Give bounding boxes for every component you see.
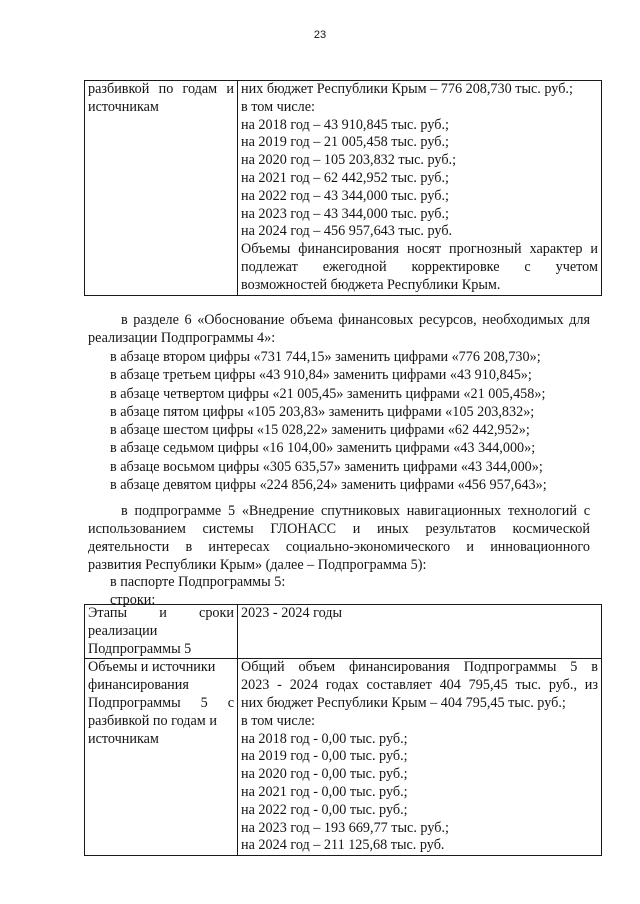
- table-row: [85, 659, 602, 856]
- amendment-item: в абзаце седьмом цифры «16 104,00» заменить цифрами «43 344,000»;: [110, 440, 536, 457]
- cell-line: Подпрограммы 5 с: [88, 694, 234, 711]
- note-line: Объемы финансирования носят прогнозный характер и: [241, 241, 598, 258]
- paragraph-line: использованием системы ГЛОНАСС и иных результатов космической: [88, 521, 590, 537]
- year-amount: на 2023 год – 43 344,000 тыс. руб.;: [241, 205, 449, 222]
- paragraph-line: в разделе 6 «Обоснование объема финансовых ресурсов, необходимых для: [121, 312, 590, 328]
- year-amount: на 2024 год – 211 125,68 тыс. руб.: [241, 837, 445, 854]
- cell-line: них бюджет Республики Крым – 776 208,730 тыс. руб.;: [241, 81, 573, 97]
- cell-line: Этапы и сроки: [88, 605, 234, 621]
- table-cell-value: [238, 605, 602, 659]
- year-amount: на 2018 год - 0,00 тыс. руб.;: [241, 730, 408, 747]
- year-amount: на 2019 год - 0,00 тыс. руб.;: [241, 748, 408, 765]
- amendment-item: в абзаце девятом цифры «224 856,24» заменить цифрами «456 957,643»;: [110, 477, 547, 494]
- amendment-list: [110, 348, 547, 494]
- cell-line: Объемы и источники: [88, 659, 216, 676]
- subprogram5-passport-table: [84, 604, 602, 856]
- cell-line: Общий объем финансирования Подпрограммы 5 в: [241, 659, 598, 676]
- section6-paragraph: [88, 311, 590, 347]
- cell-line: реализации: [88, 622, 158, 639]
- page-number: 23: [313, 29, 327, 41]
- paragraph-line: реализации Подпрограммы 4»:: [88, 330, 276, 346]
- amendment-item: в абзаце восьмом цифры «305 635,57» заменить цифрами «43 344,000»;: [110, 458, 543, 475]
- year-amount: на 2020 год - 0,00 тыс. руб.;: [241, 766, 408, 783]
- year-amount: на 2020 год – 105 203,832 тыс. руб.;: [241, 152, 457, 169]
- paragraph-line: в подпрограмме 5 «Внедрение спутниковых навигационных технологий с: [121, 503, 590, 519]
- paragraph-line: развития Республики Крым» (далее – Подпрограмма 5):: [88, 557, 427, 573]
- rows-label: строки:: [110, 592, 156, 608]
- table-cell-label: [85, 81, 238, 296]
- table-cell-value: [238, 659, 602, 856]
- cell-line: разбивкой по годам и: [88, 712, 217, 729]
- passport-line: в паспорте Подпрограммы 5:: [110, 574, 286, 590]
- note-line: возможностей бюджета Республики Крым.: [241, 276, 501, 293]
- year-amount: на 2021 год – 62 442,952 тыс. руб.;: [241, 169, 449, 186]
- year-amount: на 2022 год - 0,00 тыс. руб.;: [241, 801, 408, 818]
- cell-line: в том числе:: [241, 712, 315, 729]
- table-row: [85, 81, 602, 296]
- table-cell-label: [85, 605, 238, 659]
- cell-line: в том числе:: [241, 98, 315, 115]
- year-amount: на 2024 год – 456 957,643 тыс. руб.: [241, 223, 453, 240]
- note-line: подлежат ежегодной корректировке с учетом: [241, 258, 598, 275]
- year-amount: на 2019 год – 21 005,458 тыс. руб.;: [241, 134, 449, 151]
- funding-table-continued: [84, 80, 602, 296]
- year-amount: на 2021 год - 0,00 тыс. руб.;: [241, 783, 408, 800]
- amendment-item: в абзаце шестом цифры «15 028,22» заменить цифрами «62 442,952»;: [110, 422, 530, 439]
- cell-line: них бюджет Республики Крым – 404 795,45 тыс. руб.;: [241, 694, 566, 711]
- cell-line: источникам: [88, 730, 159, 747]
- amendment-item: в абзаце втором цифры «731 744,15» заменить цифрами «776 208,730»;: [110, 349, 541, 365]
- year-amount: на 2023 год – 193 669,77 тыс. руб.;: [241, 819, 449, 836]
- table-row: [85, 605, 602, 659]
- year-amount: на 2022 год – 43 344,000 тыс. руб.;: [241, 187, 449, 204]
- cell-line: финансирования: [88, 677, 189, 694]
- cell-line: источникам: [88, 98, 159, 115]
- subprogram5-paragraph: [88, 502, 590, 574]
- cell-line: 2023 - 2024 годах составляет 404 795,45 тыс. руб., из: [241, 677, 598, 694]
- year-amount: на 2018 год – 43 910,845 тыс. руб.;: [241, 116, 449, 133]
- amendment-item: в абзаце четвертом цифры «21 005,45» заменить цифрами «21 005,458»;: [110, 385, 546, 402]
- cell-line: 2023 - 2024 годы: [241, 605, 343, 621]
- cell-line: Подпрограммы 5: [88, 640, 192, 657]
- amendment-item: в абзаце пятом цифры «105 203,83» заменить цифрами «105 203,832»;: [110, 403, 535, 420]
- amendment-item: в абзаце третьем цифры «43 910,84» заменить цифрами «43 910,845»;: [110, 367, 532, 384]
- paragraph-line: деятельности в интересах социально-экономического и инновационного: [88, 539, 590, 555]
- table-cell-value: [238, 81, 602, 296]
- cell-line: разбивкой по годам и: [88, 81, 234, 97]
- table-cell-label: [85, 659, 238, 856]
